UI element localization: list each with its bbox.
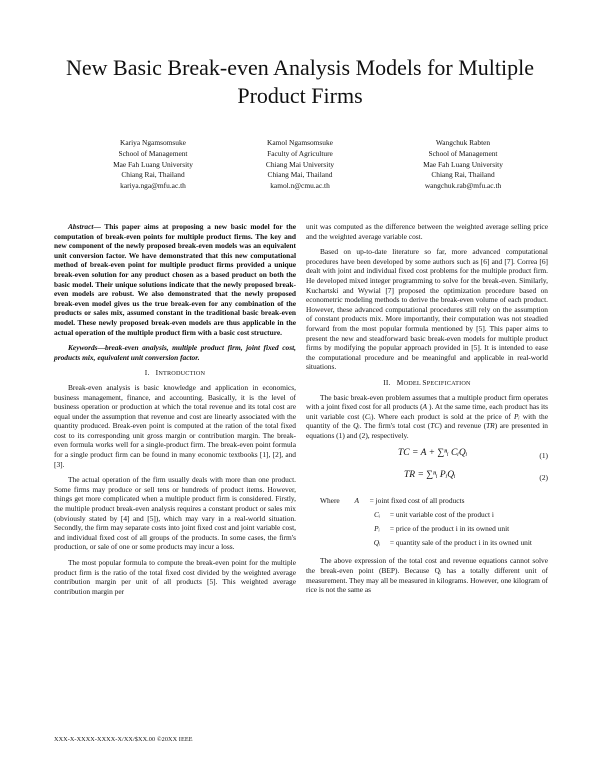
copyright-footer: XXX-X-XXXX-XXXX-X/XX/$XX.00 ©20XX IEEE	[54, 736, 193, 743]
left-column	[54, 222, 296, 602]
definition-row: Qᵢ = quantity sale of the product i in its owned unit	[373, 538, 532, 548]
author-dept: School of Management	[118, 148, 188, 158]
intro-paragraph-2: The actual operation of the firm usually deals with more than one product. Some firms may produce or sell tens or hundreds of product items. However, things get more complicated when a multiple product firm is considered. Firstly, the multiple product break-even analysis requires a constant product or sales mix (obviously stated by [4] and [5]), which may vary in a real-world situation. Secondly, the firm may separate costs into joint fixed cost and joint variable cost, and individual fixed cost of all groups of the products. In some cases, the firm's production, or sale of one or some products may incur a loss.	[54, 475, 296, 552]
definition-row: Where A = joint fixed cost of all products	[320, 496, 465, 506]
author-org: Chiang Mai University	[265, 159, 335, 169]
intro-paragraph-1: Break-even analysis is basic knowledge and application in economics, business management, finance, and accounting. Basically, it is the level of business operation or production at which the total revenue and its total cost are equal under the assumption that revenue and cost are linearly associated with the quantity produced. Break-even point is computed at the ration of the total fixed cost to its corresponding unit gross margin or contribution margin. The break-even formula works well for a single-product firm. The break-even point formula for a single product firm can be found in many economic textbooks [1], [2], and [3].	[54, 382, 296, 469]
author-dept: Faculty of Agriculture	[267, 148, 333, 158]
definition-row: Pᵢ = price of the product i in its owned unit	[374, 524, 510, 534]
equation-2-number: (2)	[539, 473, 548, 483]
author-1	[68, 138, 238, 192]
keywords: Keywords—break-even analysis, multiple product firm, joint fixed cost, products mix, equivalent unit conversion factor.	[54, 343, 296, 362]
section-heading-introduction: I. INTRODUCTION	[144, 368, 206, 378]
author-city: Chiang Mai, Thailand	[267, 170, 333, 180]
title-line-2: Product Firms	[237, 83, 363, 108]
author-city: Chiang Rai, Thailand	[121, 170, 185, 180]
author-name: Kamol Ngamsomsuke	[267, 138, 333, 147]
equation-1-expression: TC = A + ∑ⁿᵢ CᵢQᵢ	[398, 448, 468, 459]
equation-1	[306, 446, 548, 468]
author-city: Chiang Rai, Thailand	[431, 170, 495, 180]
abstract-text: — This paper aims at proposing a new basic model for the computation of break-even points for multiple product firms. The key and new component of the newly proposed break-even models was an equivalent unit conversion factor. We have demonstrated that this new computational method of break-even point for multiple product firms provided a unique break-even solution for any product chosen as a based product on both the basic model. Their unique solutions indicate that the newly proposed break-even models are robust. We also demonstrated that the newly proposed break-even model gives us the true break-even for any combination of the products or sales mix, assumed constant in the traditional basic break-even model. These newly proposed break-even models are thus applicable in the actual operation of the multiple product firm with a basic cost structure.	[54, 222, 296, 337]
equation-1-number: (1)	[539, 451, 548, 461]
equation-2	[306, 468, 548, 490]
author-name: Wangchuk Rabten	[435, 138, 491, 147]
continued-paragraph: unit was computed as the difference between the weighted average selling price and the weighted average variable cost.	[306, 222, 548, 241]
author-2	[215, 138, 385, 192]
definition-row: Cᵢ = unit variable cost of the product i	[373, 510, 494, 520]
variable-definitions	[306, 496, 548, 552]
right-column	[306, 222, 548, 601]
author-email[interactable]: kamol.n@cmu.ac.th	[270, 181, 330, 191]
intro-paragraph-3: The most popular formula to compute the break-even point for the multiple product firm is the ratio of the total fixed cost divided by the weighted average contribution margin per unit of all products [5]. This weighted average contribution margin per	[54, 558, 296, 596]
abstract-label: Abstract	[68, 222, 94, 231]
literature-paragraph: Based on up-to-date literature so far, more advanced computational procedures have been developed by some authors such as [6] and [7]. Correa [6] dealt with joint and individual fixed cost problems for the multiple product firm. He developed mixed integer programming to solve for the break-even. Similarly, Kuchartski and Wywial [7] proposed the optimization procedure based on econometric modeling methods to derive the break-even volume of each product. However, these advanced computational procedures still rely on the assumption of constant products mix. More importantly, their computation was not steadied forward from the most popular formula mentioned by [5]. This paper aims to present the new and steadforward basic break-even models for multiple product firms by modifying the popular approach provided in [5]. It is intended to ease the computational procedure and be meaningful and applicable in real-world situations.	[306, 247, 548, 372]
author-org: Mae Fah Luang University	[423, 159, 503, 169]
author-dept: School of Management	[428, 148, 498, 158]
abstract	[54, 222, 296, 337]
author-org: Mae Fah Luang University	[113, 159, 193, 169]
author-email[interactable]: wangchuk.rab@mfu.ac.th	[424, 181, 502, 191]
spec-paragraph-1: The basic break-even problem assumes that a multiple product firm operates with a joint fixed cost for all products (A ). At the same time, each product has its unit variable cost (Cᵢ). Where each product is sold at the price of Pᵢ with the quantity of the Qᵢ. The firm's total cost (TC) and revenue (TR) are presented in equations (1) and (2), respectively.	[306, 392, 548, 440]
author-name: Kariya Ngamsomsuke	[120, 138, 186, 147]
author-3	[378, 138, 548, 192]
title-line-1: New Basic Break-even Analysis Models for Multiple	[65, 55, 534, 80]
author-email[interactable]: kariya.nga@mfu.ac.th	[120, 181, 186, 191]
equation-2-expression: TR = ∑ⁿᵢ PᵢQᵢ	[404, 470, 456, 481]
section-heading-model-specification: II. MODEL SPECIFICATION	[383, 377, 471, 387]
spec-paragraph-2: The above expression of the total cost and revenue equations cannot solve the break-even point (BEP). Because Qᵢ has a totally different unit of measurement. They may all be measured in kilograms. However, one kilogram of rice is not the same as	[306, 556, 548, 595]
paper-title	[0, 54, 600, 110]
